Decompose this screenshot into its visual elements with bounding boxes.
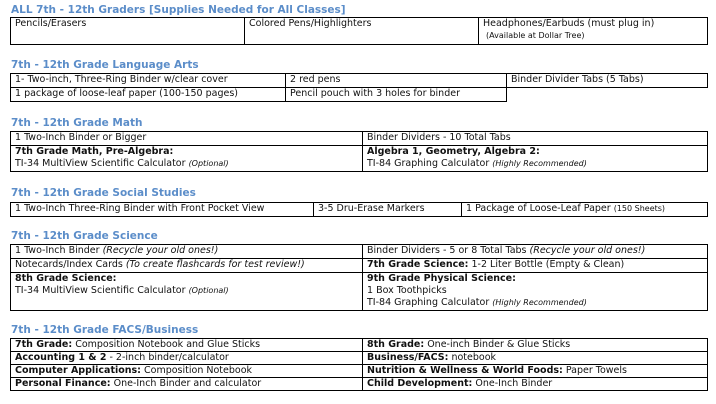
course-label: Child Development: [367,378,473,389]
table-cell: Pencil pouch with 3 holes for binder [286,88,507,102]
table-cell [462,203,708,217]
item-text: Paper Towels [562,365,627,376]
item-text: - 2-inch binder/calculator [106,352,229,363]
table-cell [363,245,708,259]
item-text: Notecards/Index Cards [15,259,123,270]
item-text: 1-2 Liter Bottle (Empty & Clean) [471,259,625,270]
item-line [15,285,358,297]
table-cell: Binder Dividers - 10 Total Tabs [363,132,708,146]
table-cell: 1 Two-Inch Binder or Bigger [11,132,363,146]
course-label: Accounting 1 & 2 [15,352,107,363]
item-text: One-Inch Binder [472,378,553,389]
item-text: 1 Package of Loose-Leaf Paper [466,203,611,214]
table-row [11,132,708,146]
table-cell [11,146,363,172]
grade-heading: Algebra 1, Geometry, Algebra 2: [367,146,540,157]
table-row [11,352,708,365]
table-cell [11,273,363,311]
item-note: (Highly Recommended) [492,298,587,307]
course-label: Personal Finance: [15,378,111,389]
item-text: TI-34 MultiView Scientific Calculator [15,285,186,296]
table-cell: 1 package of loose-leaf paper (100-150 pages) [11,88,286,102]
table-row [11,203,708,217]
science-table [10,244,708,311]
math-heading: 7th - 12th Grade Math [11,117,143,129]
item-text: notebook [448,352,497,363]
science-heading: 7th - 12th Grade Science [11,230,158,242]
table-cell [11,352,363,365]
social-studies-heading: 7th - 12th Grade Social Studies [11,187,196,199]
table-cell: 1- Two-inch, Three-Ring Binder w/clear cover [11,74,286,88]
item-note: (Recycle your old ones!) [102,245,219,256]
all-grades-heading: ALL 7th - 12th Graders [Supplies Needed for All Classes] [11,4,346,16]
course-label: 8th Grade: [367,339,425,350]
table-cell [363,378,708,391]
item-note: (Highly Recommended) [492,159,587,168]
social-studies-table [10,202,708,217]
item-text: 1 Two-Inch Binder [15,245,100,256]
table-row [11,365,708,378]
item-note: (To create flashcards for test review!) [125,259,305,270]
item-text: TI-84 Graphing Calculator [367,297,490,308]
table-cell [363,273,708,311]
table-cell: Colored Pens/Highlighters [245,18,479,45]
item-text: One-Inch Binder and calculator [110,378,262,389]
item-note: (150 Sheets) [613,204,666,213]
item-text: Composition Notebook [141,365,253,376]
all-grades-table [10,17,708,45]
item-text: TI-84 Graphing Calculator [367,158,490,169]
item-text: TI-34 MultiView Scientific Calculator [15,158,186,169]
course-label: 7th Grade: [15,339,73,350]
table-cell [11,378,363,391]
item-text: 1 Box Toothpicks [367,285,447,296]
table-cell [363,339,708,352]
table-row [11,146,708,172]
table-cell: Pencils/Erasers [11,18,245,45]
course-label: Nutrition & Wellness & World Foods: [367,365,563,376]
table-cell [11,245,363,259]
item-text: Binder Dividers - 5 or 8 Total Tabs [367,245,527,256]
item-note: (Optional) [188,286,229,295]
table-cell [363,365,708,378]
table-cell [11,339,363,352]
table-row [11,273,708,311]
course-label: Business/FACS: [367,352,449,363]
grade-heading: 8th Grade Science: [15,273,117,284]
item-line [15,158,358,170]
facs-business-table [10,338,708,391]
item-line [367,297,703,309]
language-arts-table [10,73,708,102]
table-cell: 1 Two-Inch Three-Ring Binder with Front Pocket View [11,203,314,217]
table-row [11,74,708,88]
table-cell [363,259,708,273]
table-cell [11,259,363,273]
grade-heading: 7th Grade Math, Pre-Algebra: [15,146,174,157]
language-arts-heading: 7th - 12th Grade Language Arts [11,59,199,71]
item-line [367,158,703,170]
table-cell: 3-5 Dru-Erase Markers [314,203,462,217]
table-cell [11,365,363,378]
table-cell [479,18,708,45]
item-note: (Optional) [188,159,229,168]
table-cell: 2 red pens [286,74,507,88]
course-label: Computer Applications: [15,365,141,376]
grade-heading: 9th Grade Physical Science: [367,273,516,284]
table-row [11,259,708,273]
table-cell [363,146,708,172]
facs-business-heading: 7th - 12th Grade FACS/Business [11,324,199,336]
grade-heading: 7th Grade Science: [367,259,469,270]
table-row [11,245,708,259]
item-note: (Recycle your old ones!) [529,245,646,256]
math-table [10,131,708,172]
item-text: One-inch Binder & Glue Sticks [424,339,571,350]
table-row [11,378,708,391]
item-text: Headphones/Earbuds (must plug in) [483,18,655,29]
item-text: Composition Notebook and Glue Sticks [72,339,261,350]
item-note: (Available at Dollar Tree) [486,31,585,40]
table-cell [363,352,708,365]
table-cell: Binder Divider Tabs (5 Tabs) [507,74,708,88]
table-row [11,339,708,352]
table-row [11,18,708,45]
table-row [11,88,708,102]
empty-cell [507,88,708,102]
